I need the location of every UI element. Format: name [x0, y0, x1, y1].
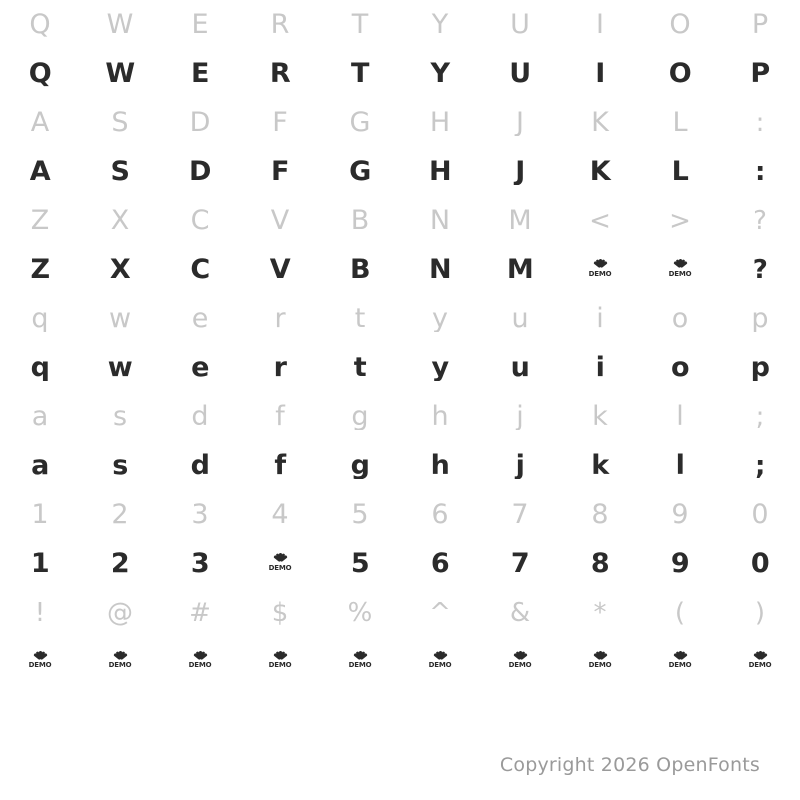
glyph-cell: O [668, 60, 692, 87]
glyph-cell: U [509, 60, 531, 87]
glyph-cell: & [509, 599, 531, 626]
glyph-cell: Z [30, 256, 50, 283]
glyph-cell: J [515, 158, 525, 185]
glyph-cell: j [515, 452, 525, 479]
glyph-row [0, 98, 800, 147]
glyph-cell: w [107, 354, 133, 381]
glyph-cell: 6 [430, 550, 450, 577]
demo-label: DEMO [188, 661, 212, 669]
demo-label: DEMO [588, 270, 612, 279]
glyph-cell: D [189, 158, 211, 185]
glyph-cell: f [274, 452, 286, 479]
glyph-cell: H [429, 109, 451, 136]
glyph-cell: U [510, 11, 530, 38]
glyph-cell: Q [28, 60, 52, 87]
demo-sunburst-icon [320, 647, 400, 674]
glyph-cell: G [349, 109, 371, 136]
demo-sunburst-icon [240, 550, 320, 578]
glyph-row [0, 294, 800, 343]
glyph-cell: e [191, 305, 209, 332]
glyph-row [0, 392, 800, 441]
glyph-cell: T [351, 60, 369, 87]
glyph-cell: ? [753, 207, 767, 234]
demo-label: DEMO [108, 661, 132, 669]
demo-label: DEMO [428, 661, 452, 669]
glyph-cell: C [190, 207, 210, 234]
glyph-cell: t [353, 354, 367, 381]
glyph-cell: Y [430, 60, 450, 87]
glyph-cell: # [189, 599, 211, 626]
copyright-notice: Copyright 2026 OpenFonts [499, 754, 760, 776]
glyph-cell: 3 [190, 550, 210, 577]
glyph-cell: L [671, 158, 689, 185]
glyph-cell: ? [752, 256, 768, 283]
demo-sunburst-icon [720, 647, 800, 674]
glyph-cell: W [106, 11, 134, 38]
glyph-cell: N [428, 256, 452, 283]
glyph-cell: p [750, 354, 770, 381]
glyph-row [0, 490, 800, 539]
glyph-cell: P [750, 60, 770, 87]
demo-label: DEMO [268, 564, 292, 573]
demo-label: DEMO [348, 661, 372, 669]
demo-sunburst-icon [80, 647, 160, 674]
glyph-cell: k [591, 452, 609, 479]
demo-sunburst-icon [240, 647, 320, 674]
glyph-cell: 0 [751, 501, 769, 528]
glyph-cell: d [191, 403, 209, 430]
glyph-cell: F [271, 158, 289, 185]
glyph-cell: A [30, 109, 50, 136]
glyph-cell: y [432, 305, 448, 332]
glyph-row [0, 147, 800, 196]
glyph-cell: ! [34, 599, 46, 626]
glyph-cell: T [351, 11, 369, 38]
glyph-cell: I [595, 60, 605, 87]
glyph-cell: r [274, 305, 286, 332]
glyph-cell: l [675, 452, 685, 479]
glyph-cell: E [191, 11, 209, 38]
glyph-cell: w [108, 305, 132, 332]
glyph-cell: X [110, 207, 130, 234]
glyph-cell: 8 [591, 501, 609, 528]
glyph-cell: 7 [511, 501, 529, 528]
glyph-cell: Q [29, 11, 51, 38]
glyph-cell: 4 [271, 501, 289, 528]
glyph-cell: ( [674, 599, 686, 626]
glyph-cell: $ [271, 599, 289, 626]
glyph-cell: ; [755, 452, 765, 479]
glyph-cell: h [430, 452, 450, 479]
demo-sunburst-icon [640, 647, 720, 674]
glyph-cell: 9 [670, 550, 690, 577]
glyph-cell: 5 [351, 501, 369, 528]
glyph-cell: E [191, 60, 209, 87]
glyph-cell: r [273, 354, 287, 381]
glyph-row [0, 588, 800, 637]
glyph-cell: h [431, 403, 449, 430]
glyph-cell: N [429, 207, 451, 234]
glyph-row [0, 49, 800, 98]
glyph-cell: f [275, 403, 285, 430]
glyph-cell: B [350, 207, 370, 234]
glyph-cell: R [269, 60, 291, 87]
glyph-cell: J [516, 109, 524, 136]
glyph-cell: u [511, 305, 529, 332]
demo-label: DEMO [508, 661, 532, 669]
glyph-cell: 1 [31, 501, 49, 528]
glyph-cell: a [31, 452, 49, 479]
glyph-cell: F [272, 109, 288, 136]
glyph-cell: 9 [671, 501, 689, 528]
glyph-cell: B [349, 256, 371, 283]
glyph-cell: 2 [111, 501, 129, 528]
glyph-row [0, 343, 800, 392]
glyph-cell: G [349, 158, 371, 185]
glyph-cell: V [269, 256, 291, 283]
glyph-row [0, 441, 800, 490]
glyph-cell: O [669, 11, 691, 38]
glyph-cell: p [751, 305, 769, 332]
glyph-cell: D [189, 109, 211, 136]
glyph-cell: o [670, 354, 690, 381]
glyph-cell: k [592, 403, 608, 430]
glyph-cell: : [755, 158, 765, 185]
glyph-cell: P [751, 11, 769, 38]
glyph-cell: 1 [30, 550, 50, 577]
glyph-cell: C [190, 256, 210, 283]
glyph-row [0, 245, 800, 294]
glyph-cell: 5 [350, 550, 370, 577]
demo-label: DEMO [28, 661, 52, 669]
glyph-cell: M [508, 207, 532, 234]
glyph-cell: @ [107, 599, 133, 626]
glyph-cell: W [105, 60, 135, 87]
demo-sunburst-icon [160, 647, 240, 674]
glyph-cell: j [516, 403, 524, 430]
demo-label: DEMO [668, 270, 692, 279]
glyph-cell: o [671, 305, 689, 332]
glyph-cell: 8 [590, 550, 610, 577]
glyph-cell: ; [755, 403, 765, 430]
glyph-row [0, 539, 800, 588]
glyph-cell: 2 [110, 550, 130, 577]
glyph-row [0, 196, 800, 245]
glyph-cell: * [593, 599, 607, 626]
demo-sunburst-icon [480, 647, 560, 674]
glyph-cell: X [109, 256, 131, 283]
glyph-cell: K [591, 109, 609, 136]
glyph-cell: S [111, 109, 129, 136]
glyph-cell: > [669, 207, 691, 234]
glyph-cell: d [190, 452, 210, 479]
glyph-cell: s [112, 403, 128, 430]
glyph-cell: 6 [431, 501, 449, 528]
demo-sunburst-icon [400, 647, 480, 674]
glyph-cell: I [596, 11, 604, 38]
glyph-cell: g [351, 403, 369, 430]
glyph-cell: V [270, 207, 290, 234]
demo-sunburst-icon [560, 256, 640, 284]
glyph-cell: g [350, 452, 370, 479]
glyph-cell: R [270, 11, 290, 38]
demo-label: DEMO [668, 661, 692, 669]
glyph-cell: S [110, 158, 130, 185]
glyph-cell: M [506, 256, 534, 283]
glyph-cell: H [428, 158, 452, 185]
glyph-cell: ^ [429, 599, 451, 626]
glyph-cell: i [596, 305, 604, 332]
glyph-row [0, 0, 800, 49]
glyph-cell: 3 [191, 501, 209, 528]
glyph-cell: L [672, 109, 688, 136]
demo-sunburst-icon [0, 647, 80, 674]
glyph-cell: < [589, 207, 611, 234]
glyph-cell: t [354, 305, 366, 332]
glyph-cell: 0 [750, 550, 770, 577]
glyph-cell: Y [431, 11, 449, 38]
glyph-cell: u [510, 354, 530, 381]
demo-label: DEMO [268, 661, 292, 669]
glyph-cell: e [191, 354, 209, 381]
glyph-row [0, 637, 800, 683]
glyph-cell: Z [30, 207, 50, 234]
demo-label: DEMO [748, 661, 772, 669]
demo-label: DEMO [588, 661, 612, 669]
glyph-cell: q [30, 354, 50, 381]
glyph-cell: q [31, 305, 49, 332]
demo-sunburst-icon [560, 647, 640, 674]
glyph-cell: s [112, 452, 128, 479]
glyph-cell: y [431, 354, 449, 381]
glyph-cell: K [589, 158, 611, 185]
glyph-cell: 7 [510, 550, 530, 577]
demo-sunburst-icon [640, 256, 720, 284]
glyph-cell: ) [754, 599, 766, 626]
glyph-cell: : [755, 109, 765, 136]
glyph-cell: % [347, 599, 373, 626]
glyph-cell: i [595, 354, 605, 381]
glyph-cell: A [29, 158, 51, 185]
glyph-cell: l [676, 403, 684, 430]
glyph-cell: a [31, 403, 49, 430]
